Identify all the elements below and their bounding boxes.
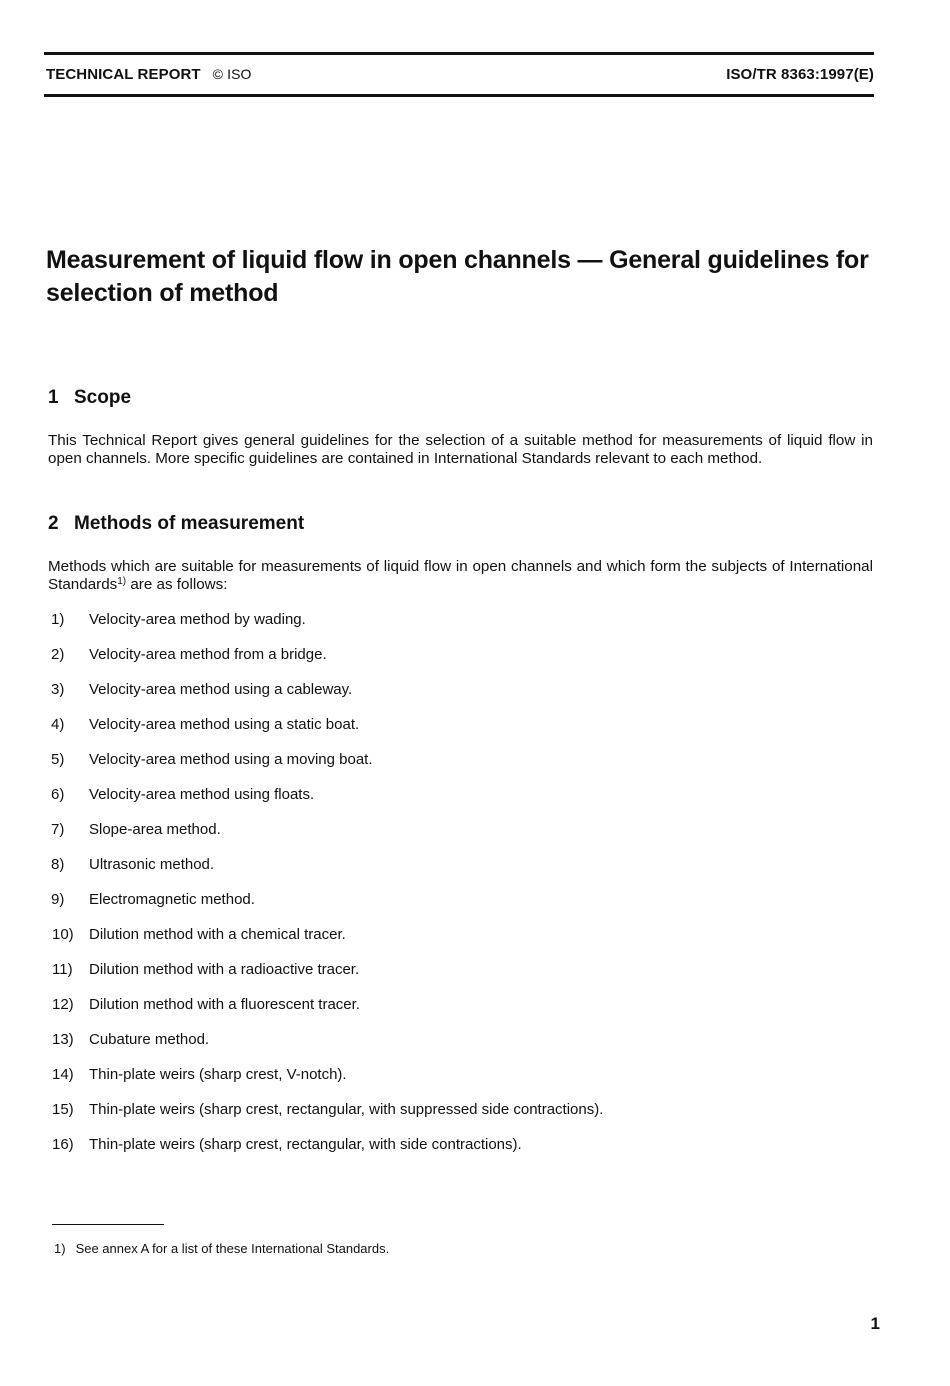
item-text: Thin-plate weirs (sharp crest, rectangular, with suppressed side contractions). — [89, 1101, 604, 1118]
item-text: Velocity-area method using floats. — [89, 786, 315, 803]
item-number: 14) — [52, 1066, 74, 1083]
scope-paragraph: This Technical Report gives general guidelines for the selection of a suitable method for measurements of liquid flow in open channels. More specific guidelines are contained in International Standards relevant to each method. — [48, 432, 873, 467]
item-text: Velocity-area method from a bridge. — [89, 646, 327, 663]
item-text: Dilution method with a chemical tracer. — [89, 926, 346, 943]
item-number: 1) — [51, 611, 65, 628]
item-text: Ultrasonic method. — [89, 856, 215, 873]
list-item — [48, 925, 603, 960]
list-item — [48, 890, 603, 925]
list-item — [48, 680, 603, 715]
item-number: 16) — [52, 1136, 74, 1153]
document-title: Measurement of liquid flow in open channels — General guidelines for selection of method — [46, 246, 869, 307]
methods-intro-text: Methods which are suitable for measurements of liquid flow in open channels and which form the subjects of International Standards — [48, 558, 873, 593]
footnote — [54, 1241, 389, 1256]
item-text: Velocity-area method using a static boat. — [89, 716, 360, 733]
item-number: 6) — [51, 786, 65, 803]
item-number: 8) — [51, 856, 65, 873]
item-text: Thin-plate weirs (sharp crest, rectangular, with side contractions). — [89, 1136, 522, 1153]
section-number: 2 — [48, 513, 59, 534]
item-text: Electromagnetic method. — [89, 891, 255, 908]
header-top-rule — [44, 52, 874, 55]
list-item — [48, 610, 603, 645]
footnote-reference: 1) — [117, 576, 127, 587]
list-item — [48, 855, 603, 890]
list-item — [48, 785, 603, 820]
methods-intro-tail: are as follows: — [126, 576, 228, 593]
section-number: 1 — [48, 387, 59, 408]
list-item — [48, 820, 603, 855]
item-text: Velocity-area method using a moving boat. — [89, 751, 373, 768]
list-item — [48, 1065, 603, 1100]
item-text: Velocity-area method using a cableway. — [89, 681, 353, 698]
item-number: 3) — [51, 681, 65, 698]
footnote-separator — [52, 1224, 164, 1225]
footnote-number: 1) — [54, 1241, 66, 1256]
item-text: Velocity-area method by wading. — [89, 611, 306, 628]
item-number: 12) — [52, 996, 74, 1013]
item-number: 4) — [51, 716, 65, 733]
doc-id: ISO/TR 8363:1997(E) — [726, 66, 874, 83]
item-number: 9) — [51, 891, 65, 908]
list-item — [48, 750, 603, 785]
list-item — [48, 715, 603, 750]
item-text: Cubature method. — [89, 1031, 210, 1048]
page-number: 1 — [870, 1314, 880, 1333]
section-title: Methods of measurement — [74, 513, 305, 534]
section-heading-scope — [48, 387, 131, 409]
list-item — [48, 1135, 603, 1170]
list-item — [48, 1100, 603, 1135]
item-text: Thin-plate weirs (sharp crest, V-notch). — [89, 1066, 347, 1083]
item-number: 10) — [52, 926, 74, 943]
copyright-notice: © ISO — [212, 66, 252, 82]
list-item — [48, 645, 603, 680]
item-number: 5) — [51, 751, 65, 768]
list-item — [48, 1030, 603, 1065]
methods-intro-paragraph — [48, 558, 873, 594]
item-number: 15) — [52, 1101, 74, 1118]
item-text: Dilution method with a radioactive tracer. — [89, 961, 360, 978]
running-header-left — [46, 66, 252, 83]
item-text: Dilution method with a fluorescent tracer. — [89, 996, 360, 1013]
list-item — [48, 995, 603, 1030]
item-number: 13) — [52, 1031, 74, 1048]
section-heading-methods — [48, 513, 304, 535]
header-bottom-rule — [44, 94, 874, 97]
doc-type: TECHNICAL REPORT — [46, 66, 201, 83]
list-item — [48, 960, 603, 995]
item-text: Slope-area method. — [89, 821, 221, 838]
item-number: 11) — [52, 961, 73, 978]
item-number: 2) — [51, 646, 65, 663]
footnote-text: See annex A for a list of these International Standards. — [75, 1241, 390, 1256]
item-number: 7) — [51, 821, 65, 838]
section-title: Scope — [74, 387, 132, 408]
methods-list — [48, 610, 603, 1170]
